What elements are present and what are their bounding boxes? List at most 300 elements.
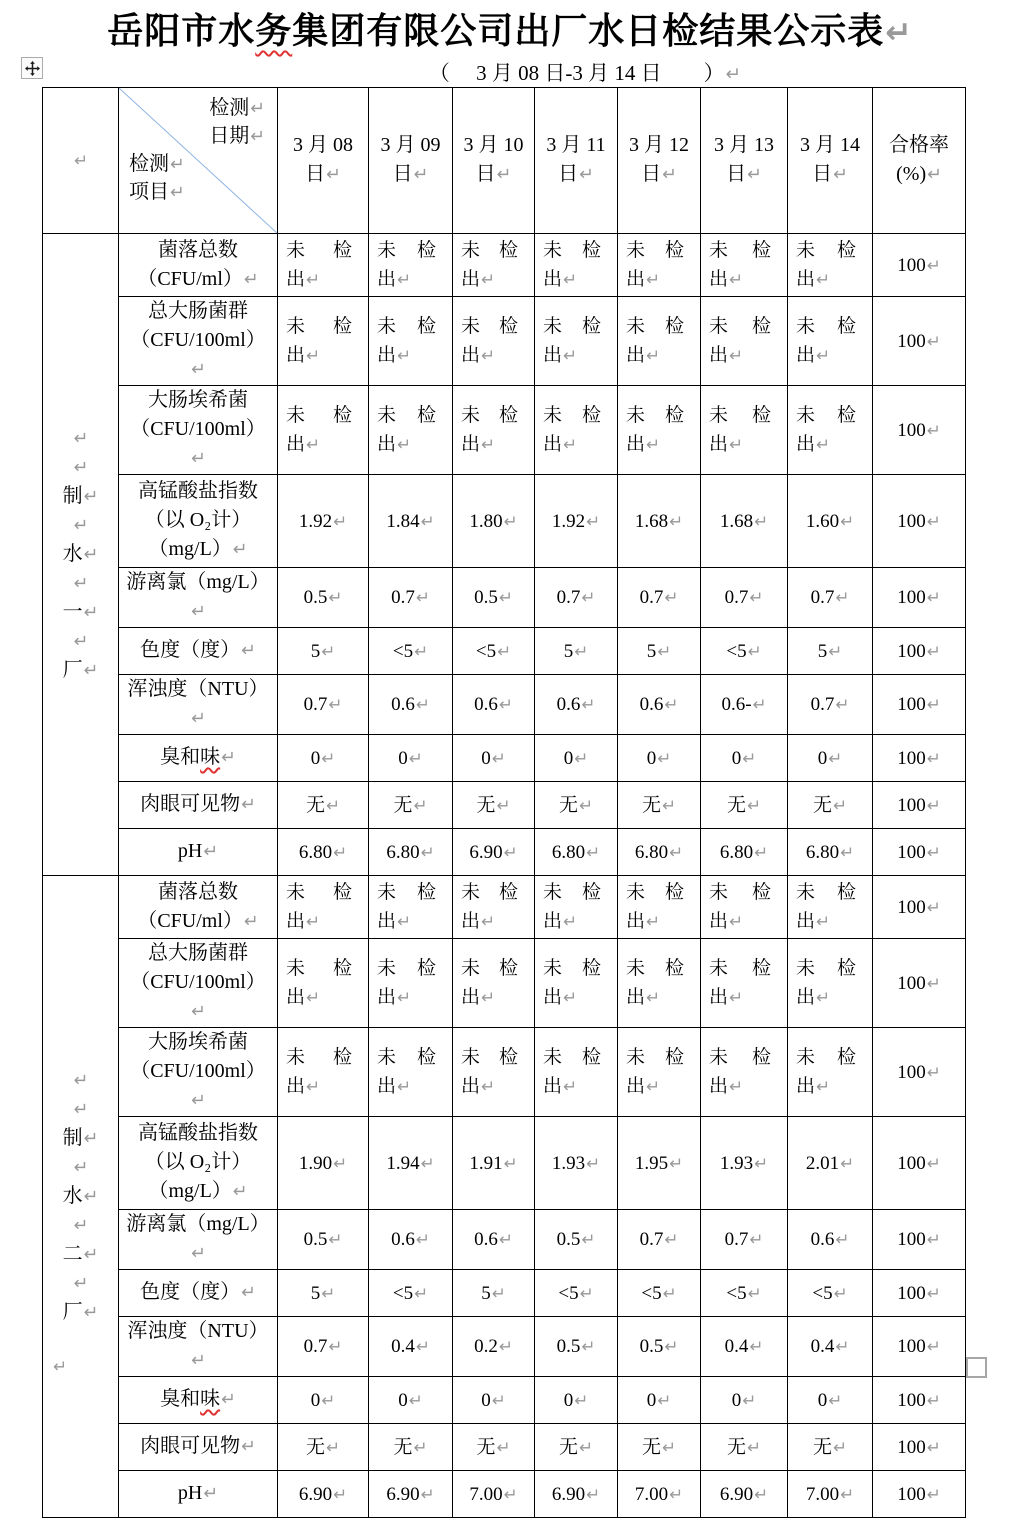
not-detected-char: 检 (332, 405, 352, 426)
pass-rate-cell[interactable] (873, 1317, 966, 1377)
date-header-cell[interactable] (535, 88, 618, 234)
value-cell[interactable] (535, 475, 618, 568)
not-detected-line1 (539, 878, 613, 907)
value-cell[interactable] (278, 475, 369, 568)
value-cell[interactable] (369, 1317, 453, 1377)
value-cell[interactable] (788, 782, 873, 829)
value-cell[interactable] (618, 1117, 701, 1210)
value-cell[interactable] (618, 782, 701, 829)
not-detected-char: 检 (416, 240, 436, 261)
value-cell[interactable] (618, 386, 701, 475)
plant-label-cell[interactable] (43, 234, 119, 876)
pass-rate-cell[interactable] (873, 675, 966, 735)
not-detected-line2: 出↵ (377, 345, 412, 366)
paragraph-mark-icon: ↵ (662, 1436, 676, 1457)
table-resize-handle-icon[interactable] (966, 1357, 987, 1378)
value-cell[interactable] (453, 735, 535, 782)
paragraph-mark-icon: ↵ (420, 510, 435, 531)
value-cell[interactable] (618, 1424, 701, 1471)
corner-header-cell[interactable] (119, 88, 278, 234)
paragraph-mark-icon: ↵ (83, 487, 99, 507)
date-header-cell[interactable] (788, 88, 873, 234)
pass-rate-cell[interactable] (873, 1117, 966, 1210)
value-cell[interactable] (369, 735, 453, 782)
value-cell[interactable] (453, 1210, 535, 1270)
value-cell[interactable] (278, 1270, 369, 1317)
value-text: 1.94↵ (386, 1152, 435, 1174)
value-cell[interactable] (535, 735, 618, 782)
value-cell[interactable] (701, 297, 788, 386)
value-cell[interactable] (278, 829, 369, 876)
value-cell[interactable] (701, 386, 788, 475)
paragraph-mark-icon: ↵ (581, 1336, 596, 1356)
value-text: 0.7↵ (724, 1229, 764, 1250)
not-detected-char: 检 (664, 316, 684, 337)
date-header-cell[interactable] (618, 88, 701, 234)
value-cell[interactable] (788, 1117, 873, 1210)
value-cell[interactable] (369, 782, 453, 829)
value-cell[interactable] (701, 234, 788, 297)
value-cell[interactable] (278, 297, 369, 386)
value-cell[interactable] (453, 386, 535, 475)
value-cell[interactable] (788, 1270, 873, 1317)
date-header-line1: 3 月 10 (463, 134, 524, 156)
parameter-label-cell[interactable] (119, 386, 278, 475)
value-cell[interactable] (788, 829, 873, 876)
value-cell[interactable] (701, 475, 788, 568)
paragraph-mark-icon: ↵ (481, 269, 496, 289)
value-cell[interactable] (788, 1377, 873, 1424)
pass-rate-cell[interactable] (873, 735, 966, 782)
value-cell[interactable] (618, 829, 701, 876)
value-text: 0.4↵ (391, 1336, 430, 1357)
value-cell[interactable] (618, 1028, 701, 1117)
value-text: 0.6↵ (391, 694, 430, 715)
pass-rate-cell[interactable] (873, 297, 966, 386)
value-cell[interactable] (453, 568, 535, 628)
paragraph-mark-icon: ↵ (579, 165, 594, 185)
value-cell[interactable] (788, 939, 873, 1028)
value-cell[interactable] (788, 386, 873, 475)
value-cell[interactable] (369, 829, 453, 876)
value-cell[interactable] (535, 1424, 618, 1471)
value-cell[interactable] (535, 675, 618, 735)
paragraph-mark-icon: ↵ (669, 841, 684, 862)
pass-rate-cell[interactable] (873, 234, 966, 297)
pass-rate-cell[interactable] (873, 829, 966, 876)
value-cell[interactable] (369, 876, 453, 939)
page-title[interactable] (0, 3, 1020, 54)
paragraph-mark-icon: ↵ (498, 587, 513, 607)
parameter-label-line: 游离氯（mg/L）↵ (126, 1213, 270, 1264)
parameter-label-cell[interactable] (119, 1377, 278, 1424)
value-cell[interactable] (701, 939, 788, 1028)
value-cell[interactable] (618, 628, 701, 675)
value-cell[interactable] (618, 475, 701, 568)
pass-rate-header-cell[interactable] (873, 88, 966, 234)
value-cell[interactable] (788, 735, 873, 782)
value-text: 0.7↵ (810, 694, 850, 715)
not-detected-char: 未 (377, 958, 397, 979)
not-detected-line2: 出↵ (377, 269, 412, 290)
value-cell[interactable] (618, 568, 701, 628)
value-cell[interactable] (701, 1028, 788, 1117)
not-detected-char: 检 (498, 958, 518, 979)
value-cell[interactable] (453, 297, 535, 386)
pass-rate-text: 100↵ (897, 896, 941, 918)
paragraph-mark-icon: ↵ (563, 269, 578, 289)
paragraph-mark-icon: ↵ (664, 1229, 679, 1249)
value-cell[interactable] (369, 675, 453, 735)
value-cell[interactable] (701, 829, 788, 876)
blank-header-cell[interactable] (43, 88, 119, 234)
paragraph-mark-icon: ↵ (191, 449, 206, 469)
not-detected-line1 (622, 878, 696, 907)
value-cell[interactable] (278, 675, 369, 735)
date-header-cell[interactable] (453, 88, 535, 234)
value-text: <5↵ (475, 640, 512, 662)
value-cell[interactable] (618, 1377, 701, 1424)
value-cell[interactable] (618, 1471, 701, 1518)
value-text: <5↵ (392, 1282, 429, 1304)
value-cell[interactable] (788, 628, 873, 675)
paragraph-mark-icon: ↵ (749, 1336, 764, 1356)
parameter-label-cell[interactable] (119, 829, 278, 876)
not-detected-line2: 出↵ (461, 987, 496, 1008)
value-cell[interactable] (788, 1471, 873, 1518)
parameter-label-cell[interactable] (119, 475, 278, 568)
value-cell[interactable] (701, 568, 788, 628)
value-cell[interactable] (788, 234, 873, 297)
value-cell[interactable] (618, 1270, 701, 1317)
value-cell[interactable] (278, 386, 369, 475)
value-cell[interactable] (701, 1210, 788, 1270)
value-cell[interactable] (701, 1270, 788, 1317)
not-detected-line2: 出↵ (543, 345, 578, 366)
not-detected-char: 检 (416, 405, 436, 426)
value-cell[interactable] (369, 386, 453, 475)
title-text-spellcheck-underline: 务 (255, 11, 293, 51)
value-cell[interactable] (278, 1210, 369, 1270)
paragraph-mark-icon: ↵ (73, 574, 89, 594)
value-cell[interactable] (535, 568, 618, 628)
value-cell[interactable] (535, 234, 618, 297)
pass-rate-cell[interactable] (873, 1377, 966, 1424)
not-detected-line2: 出↵ (709, 911, 744, 932)
value-cell[interactable] (535, 1028, 618, 1117)
paragraph-mark-icon: ↵ (669, 1152, 684, 1173)
parameter-label-line: （CFU/ml）↵ (137, 909, 259, 932)
value-cell[interactable] (788, 1028, 873, 1117)
value-cell[interactable] (369, 1471, 453, 1518)
value-cell[interactable] (618, 1317, 701, 1377)
value-text: 0.7↵ (810, 587, 850, 608)
value-cell[interactable] (788, 475, 873, 568)
value-cell[interactable] (701, 1317, 788, 1377)
paragraph-mark-icon: ↵ (840, 510, 855, 531)
value-text: 5↵ (310, 640, 336, 662)
pass-rate-cell[interactable] (873, 1270, 966, 1317)
value-cell[interactable] (535, 939, 618, 1028)
parameter-label-cell[interactable] (119, 234, 278, 297)
parameter-label-cell[interactable] (119, 876, 278, 939)
not-detected-char: 未 (377, 1047, 397, 1068)
value-cell[interactable] (369, 1210, 453, 1270)
paragraph-mark-icon: ↵ (646, 987, 661, 1007)
value-cell[interactable] (278, 735, 369, 782)
value-cell[interactable] (278, 234, 369, 297)
value-cell[interactable] (701, 628, 788, 675)
value-cell[interactable] (535, 1317, 618, 1377)
value-cell[interactable] (535, 1117, 618, 1210)
value-cell[interactable] (278, 1471, 369, 1518)
parameter-label-cell[interactable] (119, 1270, 278, 1317)
not-detected-line2: 出↵ (796, 345, 831, 366)
value-cell[interactable] (278, 628, 369, 675)
paragraph-mark-icon: ↵ (752, 694, 767, 714)
value-cell[interactable] (788, 1424, 873, 1471)
paragraph-mark-icon: ↵ (73, 458, 89, 478)
value-cell[interactable] (618, 297, 701, 386)
paragraph-mark-icon: ↵ (729, 434, 744, 454)
value-cell[interactable] (535, 1377, 618, 1424)
value-cell[interactable] (618, 876, 701, 939)
pass-rate-text: 100↵ (897, 254, 941, 276)
pass-rate-cell[interactable] (873, 1028, 966, 1117)
parameter-label-line: 浑浊度（NTU）↵ (127, 1320, 269, 1371)
value-cell[interactable] (278, 568, 369, 628)
value-cell[interactable] (453, 1424, 535, 1471)
paragraph-mark-icon: ↵ (306, 1076, 321, 1096)
value-text: 6.80↵ (634, 841, 684, 863)
parameter-label-line: 肉眼可见物↵ (140, 1435, 256, 1457)
paragraph-mark-icon: ↵ (840, 1152, 855, 1173)
value-cell[interactable] (453, 1270, 535, 1317)
parameter-label-cell[interactable] (119, 939, 278, 1028)
value-cell[interactable] (701, 782, 788, 829)
value-text: 6.80↵ (719, 841, 769, 863)
value-cell[interactable] (535, 782, 618, 829)
parameter-label-cell[interactable] (119, 297, 278, 386)
not-detected-line1 (622, 954, 696, 983)
plant-label-line (43, 1269, 118, 1298)
not-detected-line1 (373, 236, 448, 265)
value-cell[interactable] (788, 1210, 873, 1270)
value-cell[interactable] (701, 735, 788, 782)
value-cell[interactable] (618, 939, 701, 1028)
not-detected-char: 未 (709, 882, 729, 903)
parameter-label-cell[interactable] (119, 1317, 278, 1377)
paragraph-mark-icon: ↵ (503, 1483, 518, 1504)
value-cell[interactable] (369, 1424, 453, 1471)
value-cell[interactable] (618, 234, 701, 297)
value-cell[interactable] (369, 1270, 453, 1317)
paragraph-mark-icon: ↵ (83, 1245, 99, 1265)
not-detected-line2: 出↵ (709, 987, 744, 1008)
parameter-label-cell[interactable] (119, 1471, 278, 1518)
pass-rate-cell[interactable] (873, 1471, 966, 1518)
pass-rate-cell[interactable] (873, 1424, 966, 1471)
value-cell[interactable] (618, 735, 701, 782)
value-cell[interactable] (453, 1471, 535, 1518)
plant-label-cell[interactable] (43, 876, 119, 1518)
value-cell[interactable] (453, 782, 535, 829)
pass-rate-cell[interactable] (873, 939, 966, 1028)
value-cell[interactable] (369, 475, 453, 568)
not-detected-char: 检 (664, 958, 684, 979)
value-cell[interactable] (618, 675, 701, 735)
paragraph-mark-icon: ↵ (926, 587, 941, 607)
paragraph-mark-icon: ↵ (73, 516, 89, 536)
pass-rate-cell[interactable] (873, 782, 966, 829)
value-cell[interactable] (788, 297, 873, 386)
value-cell[interactable] (278, 782, 369, 829)
paragraph-mark-icon: ↵ (646, 269, 661, 289)
parameter-label-cell[interactable] (119, 735, 278, 782)
value-text: 6.90↵ (719, 1483, 769, 1505)
not-detected-char: 检 (581, 316, 601, 337)
value-cell[interactable] (535, 628, 618, 675)
not-detected-line1 (705, 954, 783, 983)
not-detected-char: 检 (664, 240, 684, 261)
value-cell[interactable] (278, 1028, 369, 1117)
value-cell[interactable] (278, 939, 369, 1028)
pass-rate-cell[interactable] (873, 876, 966, 939)
parameter-label-cell[interactable] (119, 1424, 278, 1471)
plant-label-line: 厂↵ (62, 659, 99, 681)
value-cell[interactable] (535, 1471, 618, 1518)
paragraph-mark-icon: ↵ (579, 794, 593, 815)
not-detected-char: 检 (332, 958, 352, 979)
pass-rate-cell[interactable] (873, 628, 966, 675)
value-cell[interactable] (453, 475, 535, 568)
parameter-label-cell[interactable] (119, 568, 278, 628)
paragraph-mark-icon: ↵ (415, 694, 430, 714)
date-header-cell[interactable] (278, 88, 369, 234)
value-cell[interactable] (788, 1317, 873, 1377)
value-text: 无↵ (305, 794, 340, 816)
value-cell[interactable] (701, 1377, 788, 1424)
value-cell[interactable] (701, 876, 788, 939)
value-cell[interactable] (453, 829, 535, 876)
end-of-document-paragraph[interactable] (52, 1356, 67, 1378)
paragraph-mark-icon: ↵ (646, 434, 661, 454)
value-text: 无↵ (393, 1436, 428, 1458)
paragraph-mark-icon: ↵ (926, 1282, 941, 1303)
pass-rate-cell[interactable] (873, 568, 966, 628)
value-text: 0.7↵ (556, 587, 596, 608)
value-cell[interactable] (701, 1471, 788, 1518)
value-cell[interactable] (453, 1317, 535, 1377)
value-cell[interactable] (788, 675, 873, 735)
value-cell[interactable] (788, 568, 873, 628)
value-cell[interactable] (453, 876, 535, 939)
paragraph-mark-icon: ↵ (816, 345, 831, 365)
paragraph-mark-icon: ↵ (415, 587, 430, 607)
table-row (43, 297, 966, 386)
parameter-label-cell[interactable] (119, 782, 278, 829)
paragraph-mark-icon: ↵ (669, 1483, 684, 1504)
table-row (43, 1270, 966, 1317)
paragraph-mark-icon: ↵ (497, 640, 512, 661)
plant-label-line (43, 1095, 118, 1124)
parameter-label-cell[interactable] (119, 628, 278, 675)
value-cell[interactable] (453, 1117, 535, 1210)
value-cell[interactable] (278, 1377, 369, 1424)
pass-rate-cell[interactable] (873, 1210, 966, 1270)
date-header-line2: 日↵ (305, 163, 341, 185)
value-cell[interactable] (278, 1117, 369, 1210)
value-cell[interactable] (369, 568, 453, 628)
not-detected-char: 未 (796, 882, 816, 903)
value-cell[interactable] (453, 234, 535, 297)
value-cell[interactable] (618, 1210, 701, 1270)
paragraph-mark-icon: ↵ (747, 640, 762, 661)
pass-rate-cell[interactable] (873, 386, 966, 475)
table-row (43, 735, 966, 782)
parameter-label-cell[interactable] (119, 675, 278, 735)
not-detected-char: 未 (543, 882, 563, 903)
value-cell[interactable] (369, 1377, 453, 1424)
not-detected-char: 检 (416, 1047, 436, 1068)
value-cell[interactable] (701, 675, 788, 735)
value-cell[interactable] (369, 234, 453, 297)
value-cell[interactable] (701, 1117, 788, 1210)
paragraph-mark-icon: ↵ (725, 64, 742, 85)
parameter-label-cell[interactable] (119, 1117, 278, 1210)
paragraph-mark-icon: ↵ (586, 1483, 601, 1504)
parameter-label-cell[interactable] (119, 1210, 278, 1270)
value-cell[interactable] (535, 297, 618, 386)
value-cell[interactable] (453, 628, 535, 675)
value-cell[interactable] (535, 1270, 618, 1317)
table-row (43, 1377, 966, 1424)
value-cell[interactable] (535, 1210, 618, 1270)
parameter-label-cell[interactable] (119, 1028, 278, 1117)
corner-bottom-line: 检测↵ (129, 153, 185, 175)
paragraph-mark-icon: ↵ (926, 794, 941, 815)
value-cell[interactable] (278, 876, 369, 939)
value-cell[interactable] (369, 1117, 453, 1210)
value-cell[interactable] (788, 876, 873, 939)
value-text: 1.68↵ (719, 510, 769, 532)
date-header-cell[interactable] (369, 88, 453, 234)
pass-rate-cell[interactable] (873, 475, 966, 568)
date-range-subtitle[interactable] (0, 57, 1020, 87)
value-cell[interactable] (535, 876, 618, 939)
pass-rate-text: 100↵ (897, 841, 941, 863)
not-detected-line2: 出↵ (796, 911, 831, 932)
value-cell[interactable] (535, 386, 618, 475)
table-row (43, 234, 966, 297)
value-cell[interactable] (453, 675, 535, 735)
not-detected-char: 未 (377, 405, 397, 426)
value-cell[interactable] (278, 1317, 369, 1377)
value-cell[interactable] (453, 939, 535, 1028)
value-cell[interactable] (369, 628, 453, 675)
value-cell[interactable] (701, 1424, 788, 1471)
value-cell[interactable] (453, 1377, 535, 1424)
value-cell[interactable] (369, 939, 453, 1028)
value-cell[interactable] (453, 1028, 535, 1117)
not-detected-line1 (539, 236, 613, 265)
date-header-cell[interactable] (701, 88, 788, 234)
value-cell[interactable] (369, 297, 453, 386)
parameter-label-line: 高锰酸盐指数 (138, 480, 258, 502)
value-cell[interactable] (369, 1028, 453, 1117)
value-cell[interactable] (278, 1424, 369, 1471)
value-cell[interactable] (535, 829, 618, 876)
